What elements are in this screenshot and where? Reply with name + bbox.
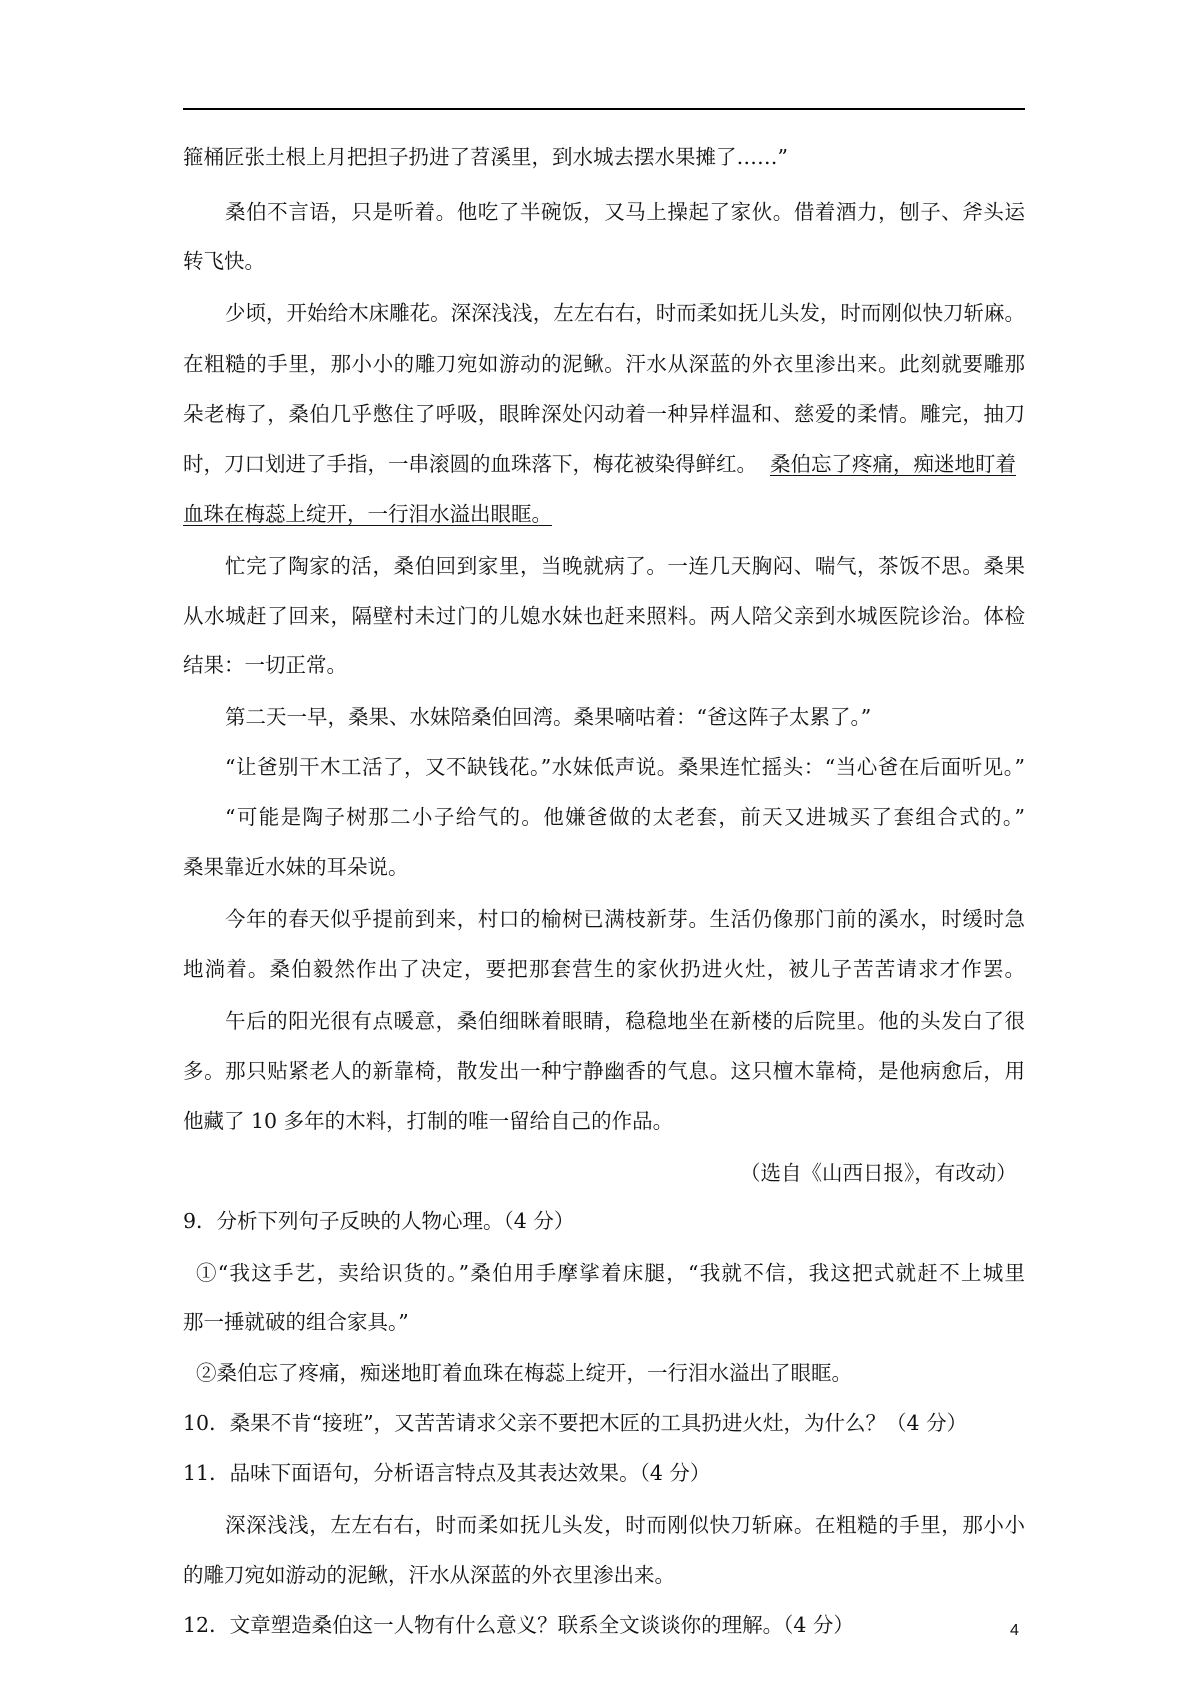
text-line: 转飞快。 xyxy=(183,249,265,273)
source-citation: （选自《山西日报》，有改动） xyxy=(740,1161,1017,1185)
text-line: 第二天一早，桑果、水妹陪桑伯回湾。桑果嘀咕着：“爸这阵子太累了。” xyxy=(225,705,872,729)
text-line: 在粗糙的手里，那小小的雕刀宛如游动的泥鳅。汗水从深蓝的外衣里渗出来。此刻就要雕那 xyxy=(183,352,1025,376)
underlined-text: 血珠在梅蕊上绽开，一行泪水溢出眼眶。 xyxy=(183,502,552,526)
text-line: 结果：一切正常。 xyxy=(183,653,347,677)
text-line: ①“我这手艺，卖给识货的。”桑伯用手摩挲着床腿，“我就不信，我这把式就赶不上城里 xyxy=(196,1261,1025,1285)
text-line: 时，刀口划进了手指，一串滚圆的血珠落下，梅花被染得鲜红。 xyxy=(183,452,757,476)
page-number: 4 xyxy=(1010,1622,1019,1639)
text-line: “可能是陶子树那二小子给气的。他嫌爸做的太老套，前天又进城买了套组合式的。” xyxy=(225,805,1025,829)
underlined-text: 桑伯忘了疼痛，痴迷地盯着 xyxy=(770,452,1016,476)
text-line: 多。那只贴紧老人的新靠椅，散发出一种宁静幽香的气息。这只檀木靠椅，是他病愈后，用 xyxy=(183,1059,1025,1083)
question-10: 10．桑果不肯“接班”，又苦苦请求父亲不要把木匠的工具扔进火灶，为什么？（4 分） xyxy=(183,1411,968,1435)
text-line: 深深浅浅，左左右右，时而柔如抚儿头发，时而刚似快刀斩麻。在粗糙的手里，那小小 xyxy=(225,1513,1025,1537)
text-line: 少顷，开始给木床雕花。深深浅浅，左左右右，时而柔如抚儿头发，时而刚似快刀斩麻。 xyxy=(225,301,1025,325)
text-line: “让爸别干木工活了，又不缺钱花。”水妹低声说。桑果连忙摇头：“当心爸在后面听见。” xyxy=(225,755,1025,779)
text-line: 午后的阳光很有点暖意，桑伯细眯着眼睛，稳稳地坐在新楼的后院里。他的头发白了很 xyxy=(225,1009,1025,1033)
header-rule xyxy=(183,108,1025,110)
text-line: 朵老梅了，桑伯几乎憋住了呼吸，眼眸深处闪动着一种异样温和、慈爱的柔情。雕完，抽刀 xyxy=(183,402,1025,426)
question-12: 12．文章塑造桑伯这一人物有什么意义？联系全文谈谈你的理解。（4 分） xyxy=(183,1613,854,1637)
text-line: 从水城赶了回来，隔壁村未过门的儿媳水妹也赶来照料。两人陪父亲到水城医院诊治。体检 xyxy=(183,604,1025,628)
text-line: 今年的春天似乎提前到来，村口的榆树已满枝新芽。生活仍像那门前的溪水，时缓时急 xyxy=(225,907,1025,931)
text-line: ②桑伯忘了疼痛，痴迷地盯着血珠在梅蕊上绽开，一行泪水溢出了眼眶。 xyxy=(196,1361,852,1385)
text-line: 那一捶就破的组合家具。” xyxy=(183,1310,409,1334)
text-line: 地淌着。桑伯毅然作出了决定，要把那套营生的家伙扔进火灶，被儿子苦苦请求才作罢。 xyxy=(183,957,1025,981)
text-line: 的雕刀宛如游动的泥鳅，汗水从深蓝的外衣里渗出来。 xyxy=(183,1563,675,1587)
question-9: 9．分析下列句子反映的人物心理。（4 分） xyxy=(183,1209,575,1233)
text-line: 桑伯不言语，只是听着。他吃了半碗饭，又马上操起了家伙。借着酒力，刨子、斧头运 xyxy=(225,200,1025,224)
text-line: 桑果靠近水妹的耳朵说。 xyxy=(183,855,409,879)
text-line: 箍桶匠张土根上月把担子扔进了苕溪里，到水城去摆水果摊了……” xyxy=(183,145,788,169)
text-line: 他藏了 10 多年的木料，打制的唯一留给自己的作品。 xyxy=(183,1109,674,1133)
text-line: 忙完了陶家的活，桑伯回到家里，当晚就病了。一连几天胸闷、喘气，茶饭不思。桑果 xyxy=(225,554,1025,578)
question-11: 11．品味下面语句，分析语言特点及其表达效果。（4 分） xyxy=(183,1461,711,1485)
